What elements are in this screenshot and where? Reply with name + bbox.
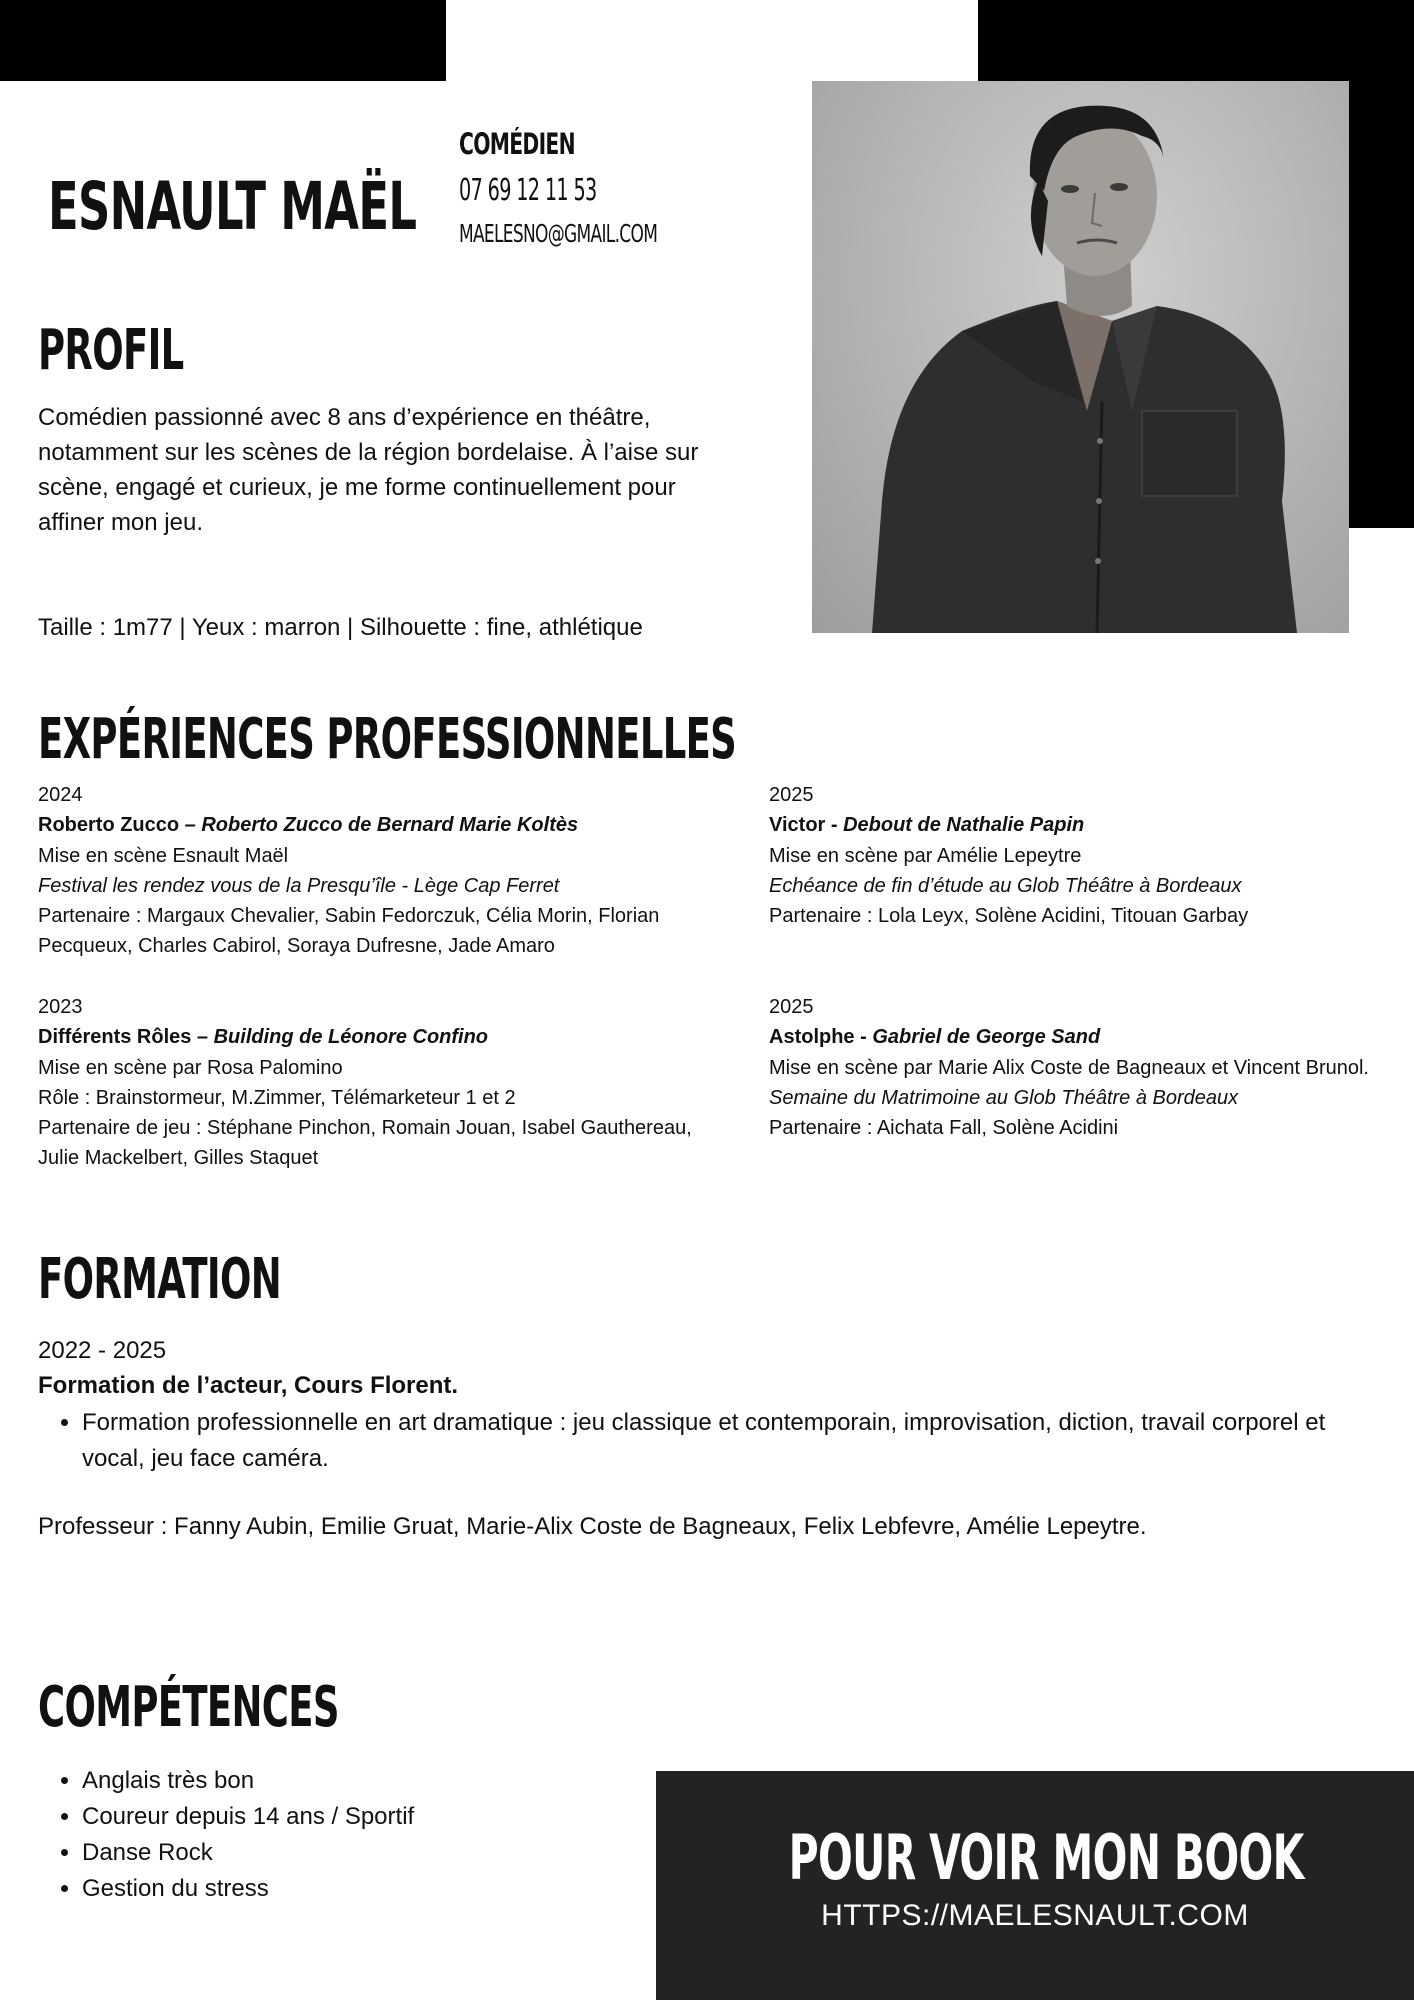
- list-item: • Formation professionnelle en art dramatique : jeu classique et contemporain, improvisation, diction, travail corporel et vocal, jeu face caméra.: [82, 1405, 1342, 1477]
- experience-venue: Semaine du Matrimoine au Glob Théâtre à Bordeaux: [769, 1086, 1239, 1109]
- phone-number[interactable]: 07 69 12 11 53: [459, 173, 597, 208]
- portrait-illustration: [812, 81, 1349, 633]
- experience-year: 2025: [769, 784, 814, 806]
- experience-venue: Echéance de fin d’étude au Glob Théâtre à Bordeaux: [769, 874, 1242, 897]
- list-item: • Danse Rock: [82, 1835, 414, 1871]
- formation-years: 2022 - 2025: [38, 1337, 167, 1364]
- list-item: • Coureur depuis 14 ans / Sportif: [82, 1799, 414, 1835]
- experience-partners: Partenaire : Aichata Fall, Solène Acidini: [769, 1117, 1119, 1140]
- formation-bullets: [38, 1405, 1342, 1477]
- list-item: • Anglais très bon: [82, 1763, 414, 1799]
- experience-roles: Rôle : Brainstormeur, M.Zimmer, Télémarketeur 1 et 2: [38, 1086, 516, 1109]
- experience-year: 2025: [769, 996, 814, 1018]
- experience-partners: Partenaire de jeu : Stéphane Pinchon, Romain Jouan, Isabel Gauthereau, Julie Mackelbert, Gilles Staquet: [38, 1117, 692, 1170]
- top-left-black-bar: [0, 0, 446, 81]
- formation-professors: Professeur : Fanny Aubin, Emilie Gruat, Marie-Alix Coste de Bagneaux, Felix Lebfevre, Amélie Lepeytre.: [38, 1513, 1147, 1540]
- experience-item: [38, 780, 753, 962]
- experience-item: [769, 780, 1394, 931]
- experience-director: Mise en scène par Amélie Lepeytre: [769, 844, 1082, 867]
- job-title: COMÉDIEN: [459, 127, 575, 161]
- experiences-heading: EXPÉRIENCES PROFESSIONNELLES: [38, 707, 737, 772]
- experience-director: Mise en scène par Rosa Palomino: [38, 1056, 343, 1079]
- experience-year: 2023: [38, 996, 83, 1018]
- experience-title: Roberto Zucco – Roberto Zucco de Bernard Marie Koltès: [38, 814, 579, 837]
- experience-item: [38, 992, 698, 1174]
- list-item: • Gestion du stress: [82, 1871, 414, 1907]
- experience-year: 2024: [38, 784, 83, 806]
- experience-title: Victor - Debout de Nathalie Papin: [769, 814, 1085, 837]
- book-url-link[interactable]: HTTPS://MAELESNAULT.COM: [821, 1899, 1249, 1932]
- experience-director: Mise en scène Esnault Maël: [38, 844, 289, 867]
- experience-partners: Partenaire : Lola Leyx, Solène Acidini, Titouan Garbay: [769, 905, 1249, 928]
- book-title: POUR VOIR MON BOOK: [788, 1821, 1304, 1894]
- experience-title: Différents Rôles – Building de Léonore Confino: [38, 1026, 489, 1049]
- profil-heading: PROFIL: [38, 318, 184, 383]
- experience-title: Astolphe - Gabriel de George Sand: [769, 1026, 1101, 1049]
- physical-measures: Taille : 1m77 | Yeux : marron | Silhouette : fine, athlétique: [38, 614, 643, 641]
- competences-heading: COMPÉTENCES: [38, 1675, 339, 1740]
- book-banner: [656, 1771, 1414, 2000]
- portrait-photo: [812, 81, 1349, 633]
- experience-item: [769, 992, 1394, 1143]
- formation-title: Formation de l’acteur, Cours Florent.: [38, 1372, 459, 1399]
- email-address[interactable]: MAELESNO@GMAIL.COM: [459, 219, 658, 248]
- experience-venue: Festival les rendez vous de la Presqu’île - Lège Cap Ferret: [38, 874, 560, 897]
- experience-director: Mise en scène par Marie Alix Coste de Bagneaux et Vincent Brunol.: [769, 1056, 1369, 1079]
- skills-list: [38, 1763, 414, 1907]
- formation-heading: FORMATION: [38, 1247, 282, 1312]
- profil-text: Comédien passionné avec 8 ans d’expérience en théâtre, notamment sur les scènes de la région bordelaise. À l’aise sur scène, engagé et curieux, je me forme continuellement pour affiner mon jeu.: [38, 404, 699, 536]
- experience-partners: Partenaire : Margaux Chevalier, Sabin Fedorczuk, Célia Morin, Florian Pecqueux, Charles Cabirol, Soraya Dufresne, Jade Amaro: [38, 905, 660, 958]
- candidate-name: ESNAULT MAËL: [48, 168, 417, 245]
